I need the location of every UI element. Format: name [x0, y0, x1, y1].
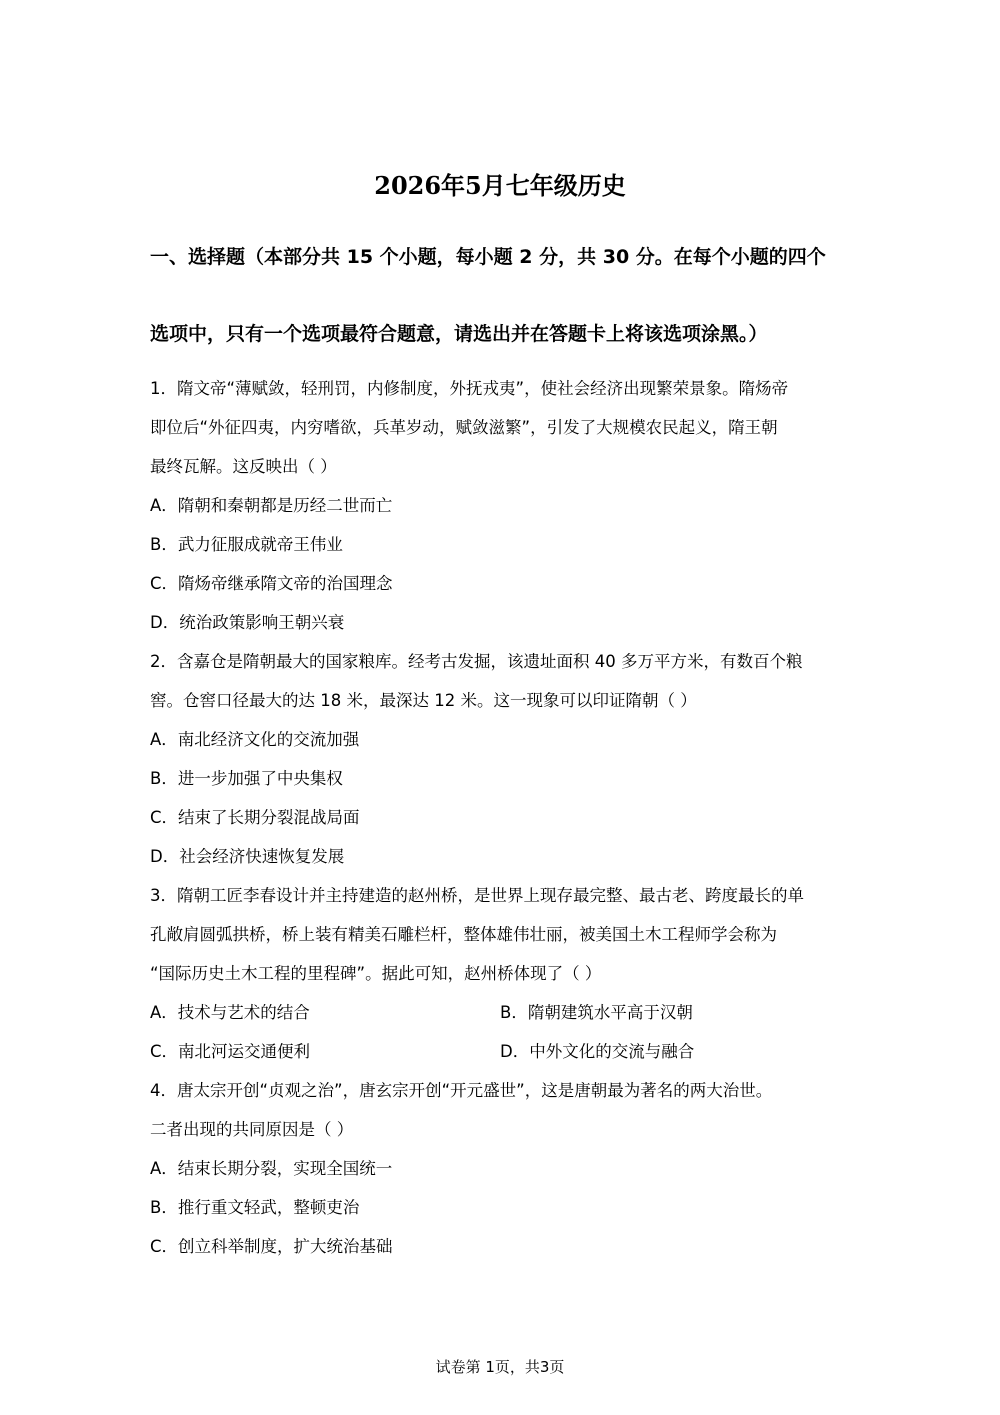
option-b: B．隋朝建筑水平高于汉朝	[500, 1003, 693, 1022]
question-stem-line: 二者出现的共同原因是（ ）	[150, 1120, 354, 1139]
option-b: B．进一步加强了中央集权	[150, 769, 343, 788]
section-heading-line-1: 一、选择题（本部分共 15 个小题，每小题 2 分，共 30 分。在每个小题的四个	[150, 246, 826, 268]
question-stem-line: 2．含嘉仓是隋朝最大的国家粮库。经考古发掘，该遗址面积 40 多万平方米，有数百个粮	[150, 652, 803, 671]
option-a: A．结束长期分裂，实现全国统一	[150, 1159, 393, 1178]
option-c: C．南北河运交通便利	[150, 1042, 311, 1061]
option-d: D．中外文化的交流与融合	[500, 1042, 695, 1061]
option-a: A．南北经济文化的交流加强	[150, 730, 360, 749]
option-c: C．结束了长期分裂混战局面	[150, 808, 360, 827]
option-b: B．武力征服成就帝王伟业	[150, 535, 343, 554]
page-footer: 试卷第 1页，共3页	[435, 1358, 565, 1376]
section-heading-line-2: 选项中，只有一个选项最符合题意，请选出并在答题卡上将该选项涂黑。）	[150, 323, 768, 345]
question-stem-line: “国际历史土木工程的里程碑”。据此可知，赵州桥体现了（ ）	[150, 964, 602, 983]
question-stem-line: 最终瓦解。这反映出（ ）	[150, 457, 337, 476]
option-c: C．创立科举制度，扩大统治基础	[150, 1237, 393, 1256]
option-d: D．社会经济快速恢复发展	[150, 847, 345, 866]
option-c: C．隋炀帝继承隋文帝的治国理念	[150, 574, 393, 593]
page-title: 2026年5月七年级历史	[374, 171, 626, 200]
option-b: B．推行重文轻武，整顿吏治	[150, 1198, 360, 1217]
question-stem-line: 孔敞肩圆弧拱桥，桥上装有精美石雕栏杆，整体雄伟壮丽，被美国土木工程师学会称为	[150, 925, 777, 944]
option-a: A．技术与艺术的结合	[150, 1003, 310, 1022]
option-a: A．隋朝和秦朝都是历经二世而亡	[150, 496, 393, 515]
question-stem-line: 3．隋朝工匠李春设计并主持建造的赵州桥，是世界上现存最完整、最古老、跨度最长的单	[150, 886, 804, 905]
question-stem-line: 1．隋文帝“薄赋敛，轻刑罚，内修制度，外抚戎夷”，使社会经济出现繁荣景象。隋炀帝	[150, 379, 789, 398]
option-d: D．统治政策影响王朝兴衰	[150, 613, 345, 632]
question-stem-line: 窖。仓窖口径最大的达 18 米，最深达 12 米。这一现象可以印证隋朝（ ）	[150, 691, 697, 710]
question-stem-line: 即位后“外征四夷，内穷嗜欲，兵革岁动，赋敛滋繁”，引发了大规模农民起义，隋王朝	[150, 418, 778, 437]
question-stem-line: 4．唐太宗开创“贞观之治”，唐玄宗开创“开元盛世”，这是唐朝最为著名的两大治世。	[150, 1081, 773, 1100]
